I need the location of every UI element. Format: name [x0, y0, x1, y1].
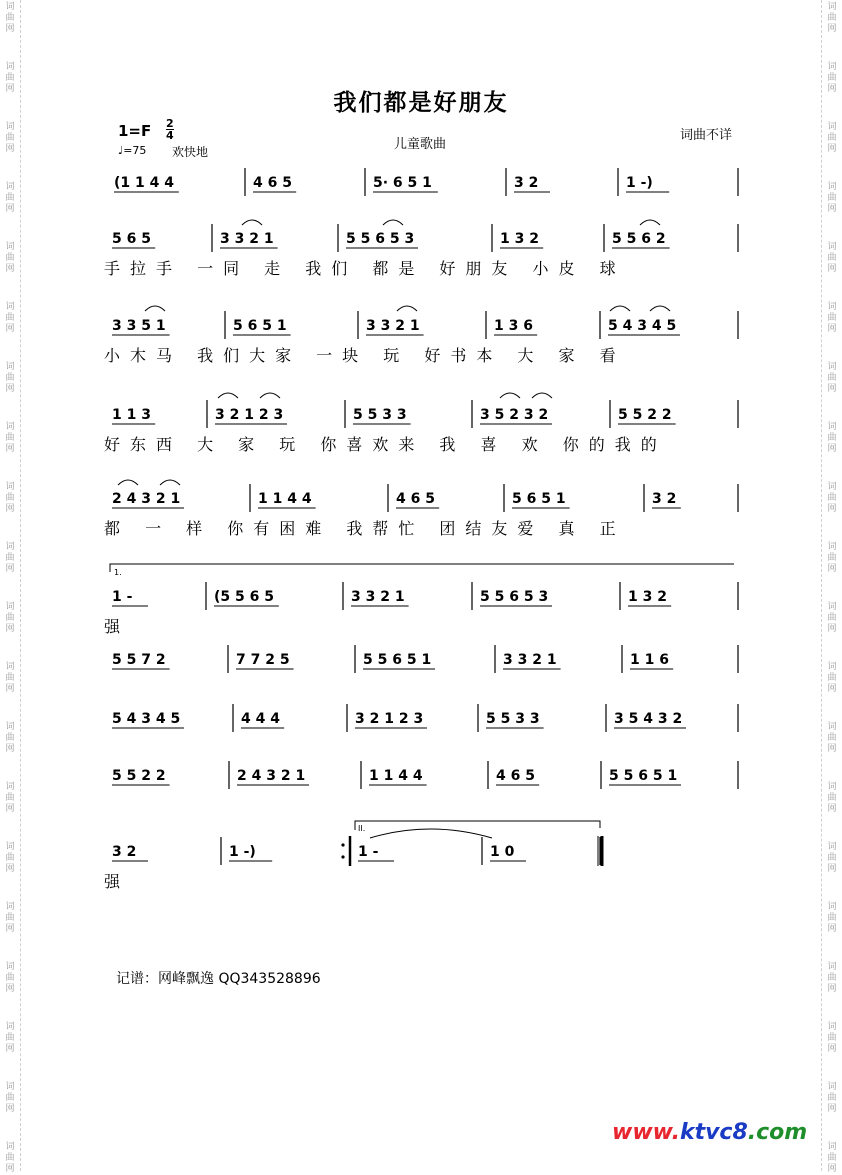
measure-notes: 3 3 2 1	[220, 231, 274, 247]
watermark-text: 词 曲 网	[827, 482, 837, 514]
measure-notes: 1 -)	[229, 844, 256, 860]
measure-notes: 5 5 6 2	[612, 231, 666, 247]
measure-notes: 3 3 5 1	[112, 318, 166, 334]
watermark-text: 词 曲 网	[5, 1082, 15, 1114]
site-logo	[612, 1120, 807, 1145]
measure-notes: 3 2	[112, 844, 137, 860]
measure-notes: 1 -	[112, 589, 133, 605]
watermark-text: 词 曲 网	[827, 602, 837, 634]
watermark-text: 词 曲 网	[5, 242, 15, 274]
watermark-text: 词 曲 网	[5, 842, 15, 874]
watermark-text: 词 曲 网	[5, 662, 15, 694]
volta-2-bracket	[355, 821, 600, 830]
measure-notes: 1 -	[358, 844, 379, 860]
lyric-line: 强	[104, 872, 131, 891]
slur-arc	[218, 393, 238, 398]
measure-notes: 5 5 2 2	[618, 407, 672, 423]
watermark-text: 词 曲 网	[827, 62, 837, 94]
measure-notes: 5 5 6 5 3	[480, 589, 549, 605]
measure-notes: 7 7 2 5	[236, 652, 290, 668]
watermark-text: 词 曲 网	[5, 182, 15, 214]
key-signature: 1=F	[118, 122, 152, 140]
measure-notes: 3 2 1 2 3	[215, 407, 284, 423]
measure-notes: 5 5 3 3	[486, 711, 540, 727]
measure-notes: 1 1 4 4	[258, 491, 312, 507]
slur-arc	[500, 393, 520, 398]
measure-notes: 5 4 3 4 5	[608, 318, 677, 334]
measure-notes: 2 4 3 2 1	[112, 491, 181, 507]
watermark-text: 词 曲 网	[827, 302, 837, 334]
watermark-text: 词 曲 网	[5, 542, 15, 574]
watermark-text: 词 曲 网	[5, 2, 15, 34]
lyric-line: 强	[104, 617, 131, 636]
lyric-line: 都 一 样 你有困难 我帮忙 团结友爱 真 正	[104, 519, 626, 538]
measure-notes: 3 5 4 3 2	[614, 711, 683, 727]
site-logo-part2: ktvc8	[679, 1120, 748, 1145]
watermark-text: 词 曲 网	[827, 122, 837, 154]
watermark-text: 词 曲 网	[5, 602, 15, 634]
genre-label: 儿童歌曲	[394, 137, 447, 152]
measure-notes: 5 5 7 2	[112, 652, 166, 668]
watermark-text: 词 曲 网	[5, 1142, 15, 1174]
lyric-line: 手拉手 一同 走 我们 都是 好朋友 小皮 球	[104, 259, 626, 278]
measure-notes: (1 1 4 4	[114, 175, 174, 191]
tempo-mark: ♩=75	[118, 144, 147, 157]
measure-notes: 5 5 6 5 1	[609, 768, 678, 784]
watermark-text: 词 曲 网	[827, 782, 837, 814]
watermark-text: 词 曲 网	[5, 422, 15, 454]
watermark-text: 词 曲 网	[827, 1142, 837, 1174]
site-logo-part1: www.	[612, 1120, 680, 1145]
volta-1-label: 1.	[114, 568, 122, 577]
measure-notes: 5 6 5 1	[233, 318, 287, 334]
measure-notes: 3 3 2 1	[366, 318, 420, 334]
slur-arc	[650, 306, 670, 311]
watermark-text: 词 曲 网	[827, 362, 837, 394]
watermark-text: 词 曲 网	[827, 182, 837, 214]
measure-notes: 3 2	[514, 175, 539, 191]
measure-notes: 1 1 4 4	[369, 768, 423, 784]
measure-notes: 4 6 5	[496, 768, 535, 784]
volta-2-label: II.	[358, 824, 366, 833]
measure-notes: 1 1 6	[630, 652, 669, 668]
slur-arc	[397, 306, 417, 311]
author-credit: 词曲不详	[680, 128, 733, 143]
measure-notes: 3 5 2 3 2	[480, 407, 549, 423]
repeat-dot	[341, 843, 344, 846]
watermark-text: 词 曲 网	[827, 1022, 837, 1054]
transcriber-credit: 记谱：网峰飘逸 QQ343528896	[116, 971, 321, 987]
measure-notes: 1 1 3	[112, 407, 151, 423]
slur-arc	[160, 480, 180, 485]
watermark-text: 词 曲 网	[5, 362, 15, 394]
watermark-text: 词 曲 网	[5, 902, 15, 934]
measure-notes: 5 6 5 1	[512, 491, 566, 507]
measure-notes: 5· 6 5 1	[373, 175, 432, 191]
measure-notes: 5 5 6 5 3	[346, 231, 415, 247]
watermark-text: 词 曲 网	[827, 242, 837, 274]
watermark-text: 词 曲 网	[5, 782, 15, 814]
watermark-text: 词 曲 网	[5, 62, 15, 94]
slur-arc	[260, 393, 280, 398]
measure-notes: 5 5 3 3	[353, 407, 407, 423]
expression-mark: 欢快地	[172, 145, 209, 159]
volta-1-bracket	[110, 564, 734, 572]
measure-notes: 3 3 2 1	[503, 652, 557, 668]
slur-arc	[610, 306, 630, 311]
measure-notes: 1 3 2	[500, 231, 539, 247]
measure-notes: 5 5 6 5 1	[363, 652, 432, 668]
watermark-text: 词 曲 网	[827, 962, 837, 994]
watermark-text: 词 曲 网	[5, 122, 15, 154]
measure-notes: 3 3 2 1	[351, 589, 405, 605]
watermark-text: 词 曲 网	[827, 662, 837, 694]
tie-arc	[370, 829, 492, 838]
measure-notes: 5 5 2 2	[112, 768, 166, 784]
lyric-line: 小木马 我们大家 一块 玩 好书本 大 家 看	[104, 346, 626, 365]
slur-arc	[383, 220, 403, 225]
slur-arc	[145, 306, 165, 311]
watermark-text: 词 曲 网	[5, 722, 15, 754]
measure-notes: 2 4 3 2 1	[237, 768, 306, 784]
measure-notes: 4 4 4	[241, 711, 280, 727]
slur-arc	[640, 220, 660, 225]
slur-arc	[532, 393, 552, 398]
measure-notes: 3 2	[652, 491, 677, 507]
watermark-text: 词 曲 网	[827, 842, 837, 874]
time-signature-top: 2	[166, 117, 174, 130]
site-logo-part3: .com	[747, 1120, 808, 1145]
watermark-text: 词 曲 网	[5, 1022, 15, 1054]
slur-arc	[242, 220, 262, 225]
watermark-text: 词 曲 网	[827, 1082, 837, 1114]
slur-arc	[118, 480, 138, 485]
measure-notes: 5 6 5	[112, 231, 151, 247]
measure-notes: 4 6 5	[396, 491, 435, 507]
measure-notes: 1 3 2	[628, 589, 667, 605]
watermark-text: 词 曲 网	[827, 902, 837, 934]
lyric-line: 好东西 大 家 玩 你喜欢来 我 喜 欢 你的我的	[104, 435, 667, 454]
time-signature-bottom: 4	[166, 129, 174, 142]
measure-notes: 1 0	[490, 844, 515, 860]
watermark-text: 词 曲 网	[5, 962, 15, 994]
watermark-text: 词 曲 网	[827, 2, 837, 34]
watermark-text: 词 曲 网	[5, 302, 15, 334]
measure-notes: 1 3 6	[494, 318, 533, 334]
measure-notes: 5 4 3 4 5	[112, 711, 181, 727]
measure-notes: (5 5 6 5	[214, 589, 274, 605]
measure-notes: 1 -)	[626, 175, 653, 191]
watermark-text: 词 曲 网	[5, 482, 15, 514]
measure-notes: 3 2 1 2 3	[355, 711, 424, 727]
repeat-dot	[341, 855, 344, 858]
watermark-text: 词 曲 网	[827, 542, 837, 574]
watermark-text: 词 曲 网	[827, 722, 837, 754]
measure-notes: 4 6 5	[253, 175, 292, 191]
song-title: 我们都是好朋友	[333, 90, 509, 116]
watermark-text: 词 曲 网	[827, 422, 837, 454]
